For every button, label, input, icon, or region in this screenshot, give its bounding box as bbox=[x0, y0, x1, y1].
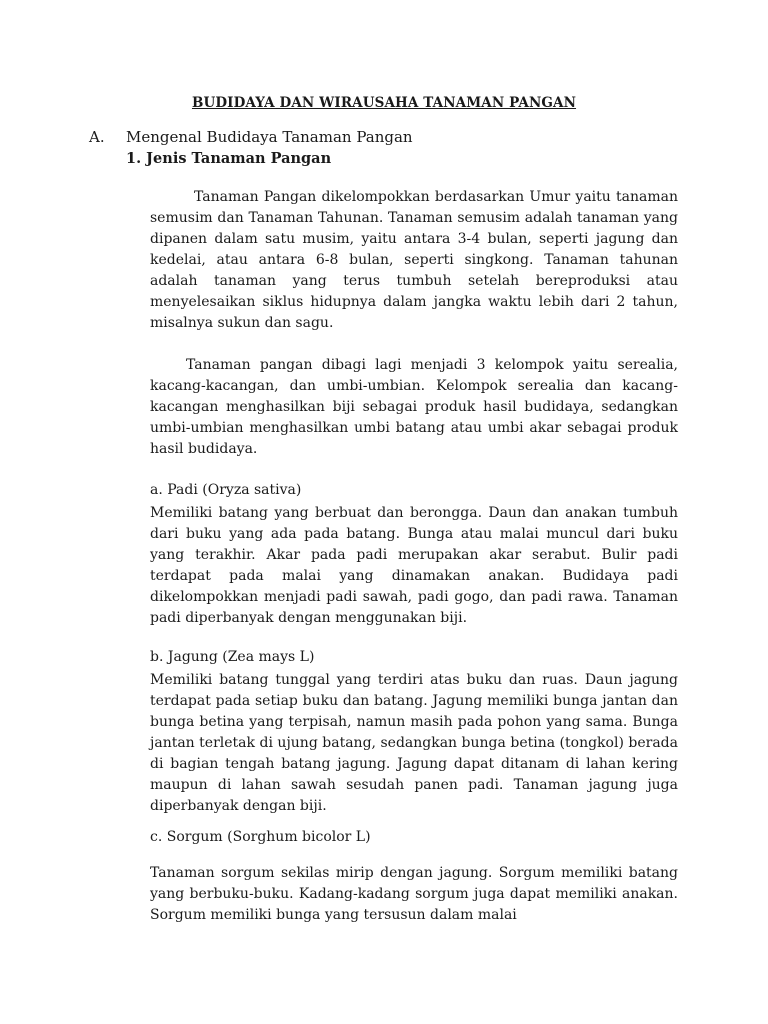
section-a-title: Mengenal Budidaya Tanaman Pangan bbox=[126, 128, 413, 146]
item-b-text: Memiliki batang tunggal yang terdiri atas buku dan ruas. Daun jagung terdapat pada setiap buku dan batang. Jagung memiliki bunga jantan dan bunga betina yang terpisah, namun masih pada pohon yang sama. Bunga jantan terletak di ujung batang, sedangkan bunga betina (tongkol) berada di bagian tengah batang jagung. Jagung dapat ditanam di lahan kering maupun di lahan sawah sesudah panen padi. Tanaman jagung juga diperbanyak dengan biji. bbox=[150, 672, 678, 814]
item-a-heading: a. Padi (Oryza sativa) bbox=[150, 482, 302, 498]
paragraph-2: Tanaman pangan dibagi lagi menjadi 3 kelompok yaitu serealia, kacang-kacangan, dan umbi-umbian. Kelompok serealia dan kacang-kacangan menghasilkan biji sebagai produk hasil budidaya, sedangkan umbi-umbian menghasilkan umbi batang atau umbi akar sebagai produk hasil budidaya. bbox=[150, 357, 678, 457]
section-a-letter: A. bbox=[89, 128, 105, 146]
document-title: BUDIDAYA DAN WIRAUSAHA TANAMAN PANGAN bbox=[191, 95, 577, 111]
subsection-1-title: 1. Jenis Tanaman Pangan bbox=[126, 150, 332, 167]
item-c-text: Tanaman sorgum sekilas mirip dengan jagung. Sorgum memiliki batang yang berbuku-buku. Kadang-kadang sorgum juga dapat memiliki anakan. Sorgum memiliki bunga yang tersusun dalam malai bbox=[150, 865, 678, 923]
item-b-heading: b. Jagung (Zea mays L) bbox=[150, 649, 315, 665]
item-a-text: Memiliki batang yang berbuat dan berongga. Daun dan anakan tumbuh dari buku yang ada pada batang. Bunga atau malai muncul dari buku yang terakhir. Akar pada padi merupakan akar serabut. Bulir padi terdapat pada malai yang dinamakan anakan. Budidaya padi dikelompokkan menjadi padi sawah, padi gogo, dan padi rawa. Tanaman padi diperbanyak dengan menggunakan biji. bbox=[150, 505, 678, 626]
item-c-heading: c. Sorgum (Sorghum bicolor L) bbox=[150, 829, 371, 845]
paragraph-1: Tanaman Pangan dikelompokkan berdasarkan Umur yaitu tanaman semusim dan Tanaman Tahunan. Tanaman semusim adalah tanaman yang dipanen dalam satu musim, yaitu antara 3-4 bulan, seperti jagung dan kedelai, atau antara 6-8 bulan, seperti singkong. Tanaman tahunan adalah tanaman yang terus tumbuh setelah bereproduksi atau menyelesaikan siklus hidupnya dalam jangka waktu lebih dari 2 tahun, misalnya sukun dan sagu. bbox=[150, 189, 678, 331]
